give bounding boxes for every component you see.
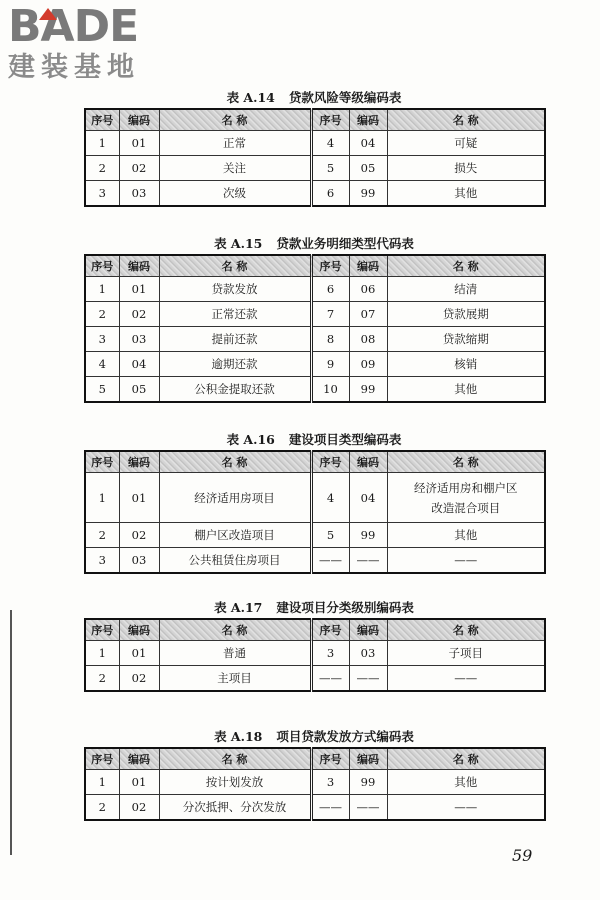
column-header: 名 称 — [159, 109, 311, 131]
table-cell: 可疑 — [387, 131, 545, 156]
table-cell: 4 — [85, 352, 119, 377]
table-cell: 结清 — [387, 277, 545, 302]
table-cell: 02 — [119, 666, 159, 692]
table-cell: 02 — [119, 795, 159, 821]
table-cell: 03 — [119, 327, 159, 352]
table-cell: 03 — [349, 641, 387, 666]
table-cell: 6 — [311, 181, 349, 207]
table-header-row — [85, 619, 545, 641]
table-cell: 05 — [119, 377, 159, 403]
table-cell: 5 — [85, 377, 119, 403]
table-number: 表 A.17 — [214, 600, 263, 615]
table-cell: 06 — [349, 277, 387, 302]
table-cell: 5 — [311, 523, 349, 548]
table-cell: 1 — [85, 641, 119, 666]
table-number: 表 A.18 — [214, 729, 263, 744]
table-cell: 01 — [119, 473, 159, 523]
table-cell: 07 — [349, 302, 387, 327]
table-cell: 提前还款 — [159, 327, 311, 352]
table-cell: 逾期还款 — [159, 352, 311, 377]
table-cell: —— — [349, 548, 387, 574]
table-cell: 99 — [349, 181, 387, 207]
table-cell: 公积金提取还款 — [159, 377, 311, 403]
code-table — [84, 618, 546, 692]
table-cell: 公共租赁住房项目 — [159, 548, 311, 574]
brand-logo — [8, 1, 178, 84]
table-cell: 8 — [311, 327, 349, 352]
table-cell: 2 — [85, 302, 119, 327]
table-cell: 关注 — [159, 156, 311, 181]
table-row — [85, 156, 545, 181]
logo-main-text: BADE — [8, 1, 139, 52]
table-cell: 正常 — [159, 131, 311, 156]
table-title: 建设项目分类级别编码表 — [276, 600, 414, 615]
table-cell: 次级 — [159, 181, 311, 207]
table-cell: —— — [311, 666, 349, 692]
table-cell: —— — [311, 795, 349, 821]
logo-red-triangle-icon — [39, 8, 57, 20]
table-row — [85, 302, 545, 327]
table-caption — [84, 234, 544, 254]
table-cell: 99 — [349, 377, 387, 403]
code-table — [84, 450, 546, 574]
table-header-row — [85, 748, 545, 770]
table-row — [85, 473, 545, 523]
table-cell: 3 — [85, 548, 119, 574]
table-row — [85, 666, 545, 692]
table-cell: 03 — [119, 181, 159, 207]
table-cell: 4 — [311, 131, 349, 156]
table-cell: 1 — [85, 131, 119, 156]
column-header: 序号 — [85, 748, 119, 770]
table-cell: 02 — [119, 523, 159, 548]
table-cell: —— — [387, 666, 545, 692]
table-number: 表 A.14 — [226, 90, 275, 105]
table-cell: 贷款缩期 — [387, 327, 545, 352]
table-title: 建设项目类型编码表 — [288, 432, 402, 447]
table-cell: 其他 — [387, 377, 545, 403]
column-header: 序号 — [85, 255, 119, 277]
column-header: 名 称 — [387, 748, 545, 770]
table-row — [85, 327, 545, 352]
table-header-row — [85, 255, 545, 277]
table-cell: 按计划发放 — [159, 770, 311, 795]
code-table-section — [84, 727, 544, 821]
table-row — [85, 277, 545, 302]
table-cell: 6 — [311, 277, 349, 302]
table-cell: —— — [349, 666, 387, 692]
table-number: 表 A.15 — [214, 236, 263, 251]
table-title: 贷款业务明细类型代码表 — [276, 236, 414, 251]
table-cell: 其他 — [387, 181, 545, 207]
column-header: 序号 — [311, 109, 349, 131]
table-cell: 7 — [311, 302, 349, 327]
table-cell: 2 — [85, 795, 119, 821]
code-table-section — [84, 88, 544, 207]
table-row — [85, 795, 545, 821]
table-cell: 贷款展期 — [387, 302, 545, 327]
table-row — [85, 131, 545, 156]
table-row — [85, 181, 545, 207]
margin-rule — [10, 610, 12, 855]
column-header: 序号 — [311, 748, 349, 770]
column-header: 名 称 — [159, 451, 311, 473]
column-header: 编码 — [119, 619, 159, 641]
table-title: 项目贷款发放方式编码表 — [276, 729, 414, 744]
table-cell: 子项目 — [387, 641, 545, 666]
table-cell: 分次抵押、分次发放 — [159, 795, 311, 821]
page-number: 59 — [512, 846, 533, 865]
table-cell: —— — [387, 795, 545, 821]
column-header: 编码 — [119, 748, 159, 770]
table-row — [85, 523, 545, 548]
column-header: 名 称 — [387, 255, 545, 277]
table-cell: 2 — [85, 156, 119, 181]
table-cell: 3 — [311, 770, 349, 795]
table-cell: —— — [349, 795, 387, 821]
table-cell: 2 — [85, 666, 119, 692]
table-cell: 其他 — [387, 770, 545, 795]
column-header: 序号 — [311, 255, 349, 277]
table-cell: 10 — [311, 377, 349, 403]
column-header: 名 称 — [159, 748, 311, 770]
table-cell — [387, 473, 545, 523]
table-cell: 03 — [119, 548, 159, 574]
table-cell: 3 — [85, 327, 119, 352]
table-header-row — [85, 109, 545, 131]
logo-wordmark — [8, 1, 178, 52]
table-cell: 02 — [119, 156, 159, 181]
table-cell: 2 — [85, 523, 119, 548]
code-table — [84, 108, 546, 207]
column-header: 名 称 — [159, 619, 311, 641]
table-cell: 损失 — [387, 156, 545, 181]
table-title: 贷款风险等级编码表 — [288, 90, 402, 105]
column-header: 编码 — [349, 255, 387, 277]
column-header: 编码 — [349, 619, 387, 641]
column-header: 序号 — [85, 451, 119, 473]
table-cell: 4 — [311, 473, 349, 523]
column-header: 序号 — [311, 619, 349, 641]
table-caption — [84, 598, 544, 618]
table-cell: 01 — [119, 277, 159, 302]
table-cell: 1 — [85, 277, 119, 302]
table-cell: 普通 — [159, 641, 311, 666]
column-header: 编码 — [349, 748, 387, 770]
column-header: 名 称 — [387, 109, 545, 131]
table-row — [85, 352, 545, 377]
table-row — [85, 377, 545, 403]
table-cell: 1 — [85, 770, 119, 795]
logo-subtitle: 建装基地 — [8, 52, 140, 83]
table-cell: 正常还款 — [159, 302, 311, 327]
table-cell: 05 — [349, 156, 387, 181]
table-row — [85, 770, 545, 795]
table-cell: 01 — [119, 770, 159, 795]
table-cell: 01 — [119, 131, 159, 156]
table-cell: 其他 — [387, 523, 545, 548]
column-header: 编码 — [119, 255, 159, 277]
table-header-row — [85, 451, 545, 473]
table-caption — [84, 727, 544, 747]
cell-line: 经济适用房和棚户区 — [414, 480, 518, 495]
code-table-section — [84, 430, 544, 574]
table-cell: 核销 — [387, 352, 545, 377]
table-cell: 04 — [349, 473, 387, 523]
code-table-section — [84, 598, 544, 692]
table-cell: 04 — [119, 352, 159, 377]
column-header: 序号 — [85, 619, 119, 641]
table-cell: 9 — [311, 352, 349, 377]
column-header: 编码 — [119, 109, 159, 131]
table-number: 表 A.16 — [226, 432, 275, 447]
table-cell: 08 — [349, 327, 387, 352]
table-cell: 3 — [85, 181, 119, 207]
table-cell: 主项目 — [159, 666, 311, 692]
table-cell: 1 — [85, 473, 119, 523]
table-cell: 经济适用房项目 — [159, 473, 311, 523]
table-cell: 5 — [311, 156, 349, 181]
table-cell: 02 — [119, 302, 159, 327]
table-cell: 99 — [349, 523, 387, 548]
table-cell: —— — [311, 548, 349, 574]
table-caption — [84, 430, 544, 450]
column-header: 名 称 — [387, 451, 545, 473]
table-row — [85, 641, 545, 666]
column-header: 序号 — [85, 109, 119, 131]
table-cell: 贷款发放 — [159, 277, 311, 302]
table-caption — [84, 88, 544, 108]
table-cell: 09 — [349, 352, 387, 377]
table-cell: 99 — [349, 770, 387, 795]
code-table-section — [84, 234, 544, 403]
code-table — [84, 747, 546, 821]
column-header: 编码 — [349, 451, 387, 473]
table-cell: 棚户区改造项目 — [159, 523, 311, 548]
table-cell: 04 — [349, 131, 387, 156]
column-header: 名 称 — [159, 255, 311, 277]
column-header: 序号 — [311, 451, 349, 473]
table-row — [85, 548, 545, 574]
code-table — [84, 254, 546, 403]
column-header: 编码 — [119, 451, 159, 473]
table-cell: —— — [387, 548, 545, 574]
table-cell: 3 — [311, 641, 349, 666]
column-header: 名 称 — [387, 619, 545, 641]
table-cell: 01 — [119, 641, 159, 666]
column-header: 编码 — [349, 109, 387, 131]
cell-line: 改造混合项目 — [431, 500, 501, 515]
